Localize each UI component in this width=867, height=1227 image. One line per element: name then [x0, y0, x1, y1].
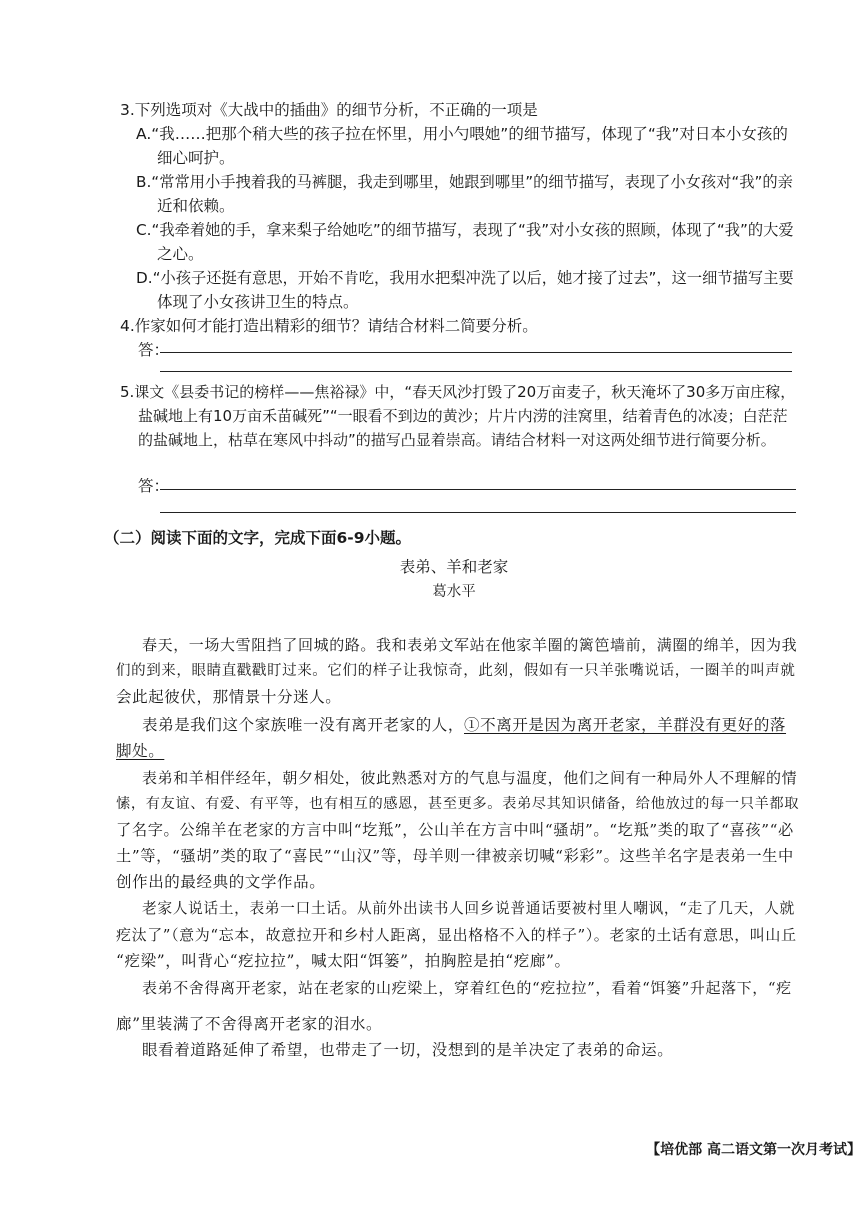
- question-5-answer-label: 答：: [138, 477, 170, 495]
- story-p2-underlined-sentence-1: ①不离开是因为离开老家，羊群没有更好的落: [464, 716, 787, 734]
- story-p4-line-2: 疙汰了”（意为“忘本，故意拉开和乡村人距离，显出格格不入的样子”）。老家的土话有意思，叫山丘: [116, 926, 797, 944]
- section-2-heading: （二）阅读下面的文字，完成下面6-9小题。: [104, 529, 412, 547]
- question-5-answer-line-1[interactable]: [160, 489, 796, 490]
- story-p3-line-4: 土”等，“骚胡”类的取了“喜民”“山汉”等，母羊则一律被亲切喊“彩彩”。这些羊名字是表弟一生中: [116, 847, 794, 865]
- story-p2-underlined-sentence-2: 脚处。: [116, 742, 165, 760]
- story-p3-line-2: 愫，有友谊、有爱、有平等，也有相互的感恩，甚至更多。表弟尽其知识储备，给他放过的每一只羊都取: [116, 796, 800, 812]
- question-3-option-d-cont: 体现了小女孩讲卫生的特点。: [157, 293, 359, 311]
- story-p1-line-3: 会此起彼伏，那情景十分迷人。: [116, 688, 342, 706]
- story-p4-line-1: 老家人说话土，表弟一口土话。从前外出读书人回乡说普通话要被村里人嘲讽，“走了几天，人就: [142, 900, 795, 917]
- story-p3-line-3: 了名字。公绵羊在老家的方言中叫“圪羝”，公山羊在方言中叫“骚胡”。“圪羝”类的取了“喜孩”“必: [116, 821, 794, 839]
- question-3-option-c-cont: 之心。: [157, 245, 204, 263]
- story-p6-line-1: 眼看着道路延伸了希望，也带走了一切，没想到的是羊决定了表弟的命运。: [142, 1041, 674, 1059]
- story-p2-text: 表弟是我们这个家族唯一没有离开老家的人，: [142, 716, 465, 734]
- question-5-line-1: 5.课文《县委书记的榜样——焦裕禄》中，“春天风沙打毁了20万亩麦子，秋天淹坏了30多万亩庄稼，: [120, 383, 796, 401]
- story-p5-line-1: 表弟不舍得离开老家，站在老家的山疙梁上，穿着红色的“疙拉拉”，看着“饵篓”升起落下，“疙: [142, 979, 792, 997]
- story-p4-line-3: “疙梁”，叫背心“疙拉拉”，喊太阳“饵篓”，拍胸腔是拍“疙廊”。: [116, 952, 571, 970]
- story-p3-line-5: 创作出的最经典的文学作品。: [116, 873, 326, 891]
- question-3-option-a: A.“我……把那个稍大些的孩子拉在怀里，用小勺喂她”的细节描写，体现了“我”对日本小女孩的: [136, 125, 788, 143]
- story-title: 表弟、羊和老家: [399, 558, 509, 576]
- question-4-answer-label: 答：: [138, 341, 170, 359]
- story-p3-line-1: 表弟和羊相伴经年，朝夕相处，彼此熟悉对方的气息与温度，他们之间有一种局外人不理解的情: [142, 769, 798, 787]
- story-p2-line-1: [142, 715, 786, 735]
- question-5-answer-line-2[interactable]: [160, 512, 796, 513]
- story-p5-line-2: 廊”里装满了不舍得离开老家的泪水。: [116, 1015, 383, 1033]
- question-3-option-c: C.“我牵着她的手，拿来梨子给她吃”的细节描写，表现了“我”对小女孩的照顾，体现了“我”的大爱: [136, 221, 794, 239]
- story-author: 葛水平: [432, 584, 476, 600]
- question-3-option-a-cont: 细心呵护。: [157, 149, 235, 167]
- question-3-option-b-cont: 近和依赖。: [157, 197, 235, 215]
- story-p1-line-2: 们的到来，眼睛直戳戳盯过来。它们的样子让我惊奇，此刻，假如有一只羊张嘴说话，一圈羊的叫声就: [116, 663, 796, 679]
- page-footer: 【培优部 高二语文第一次月考试】: [646, 1142, 861, 1158]
- question-3-option-b: B.“常常用小手拽着我的马裤腿，我走到哪里，她跟到哪里”的细节描写，表现了小女孩对“我”的亲: [136, 173, 793, 191]
- question-4-answer-line-2[interactable]: [160, 371, 792, 372]
- question-5-line-2: 盐碱地上有10万亩禾苗碱死”“一眼看不到边的黄沙；片片内涝的洼窝里，结着青色的冰凌；白茫茫: [138, 407, 788, 425]
- question-3-option-d: D.“小孩子还挺有意思，开始不肯吃，我用水把梨冲洗了以后，她才接了过去”，这一细节描写主要: [136, 269, 794, 287]
- question-5-line-3: 的盐碱地上，枯草在寒风中抖动”的描写凸显着崇高。请结合材料一对这两处细节进行简要分析。: [138, 431, 776, 449]
- story-p1-line-1: 春天，一场大雪阻挡了回城的路。我和表弟文军站在他家羊圈的篱笆墙前，满圈的绵羊，因为我: [142, 636, 798, 654]
- question-3-stem: 3.下列选项对《大战中的插曲》的细节分析，不正确的一项是: [120, 101, 538, 119]
- question-4-answer-line-1[interactable]: [160, 352, 792, 353]
- question-4-stem: 4.作家如何才能打造出精彩的细节？请结合材料二简要分析。: [120, 317, 538, 335]
